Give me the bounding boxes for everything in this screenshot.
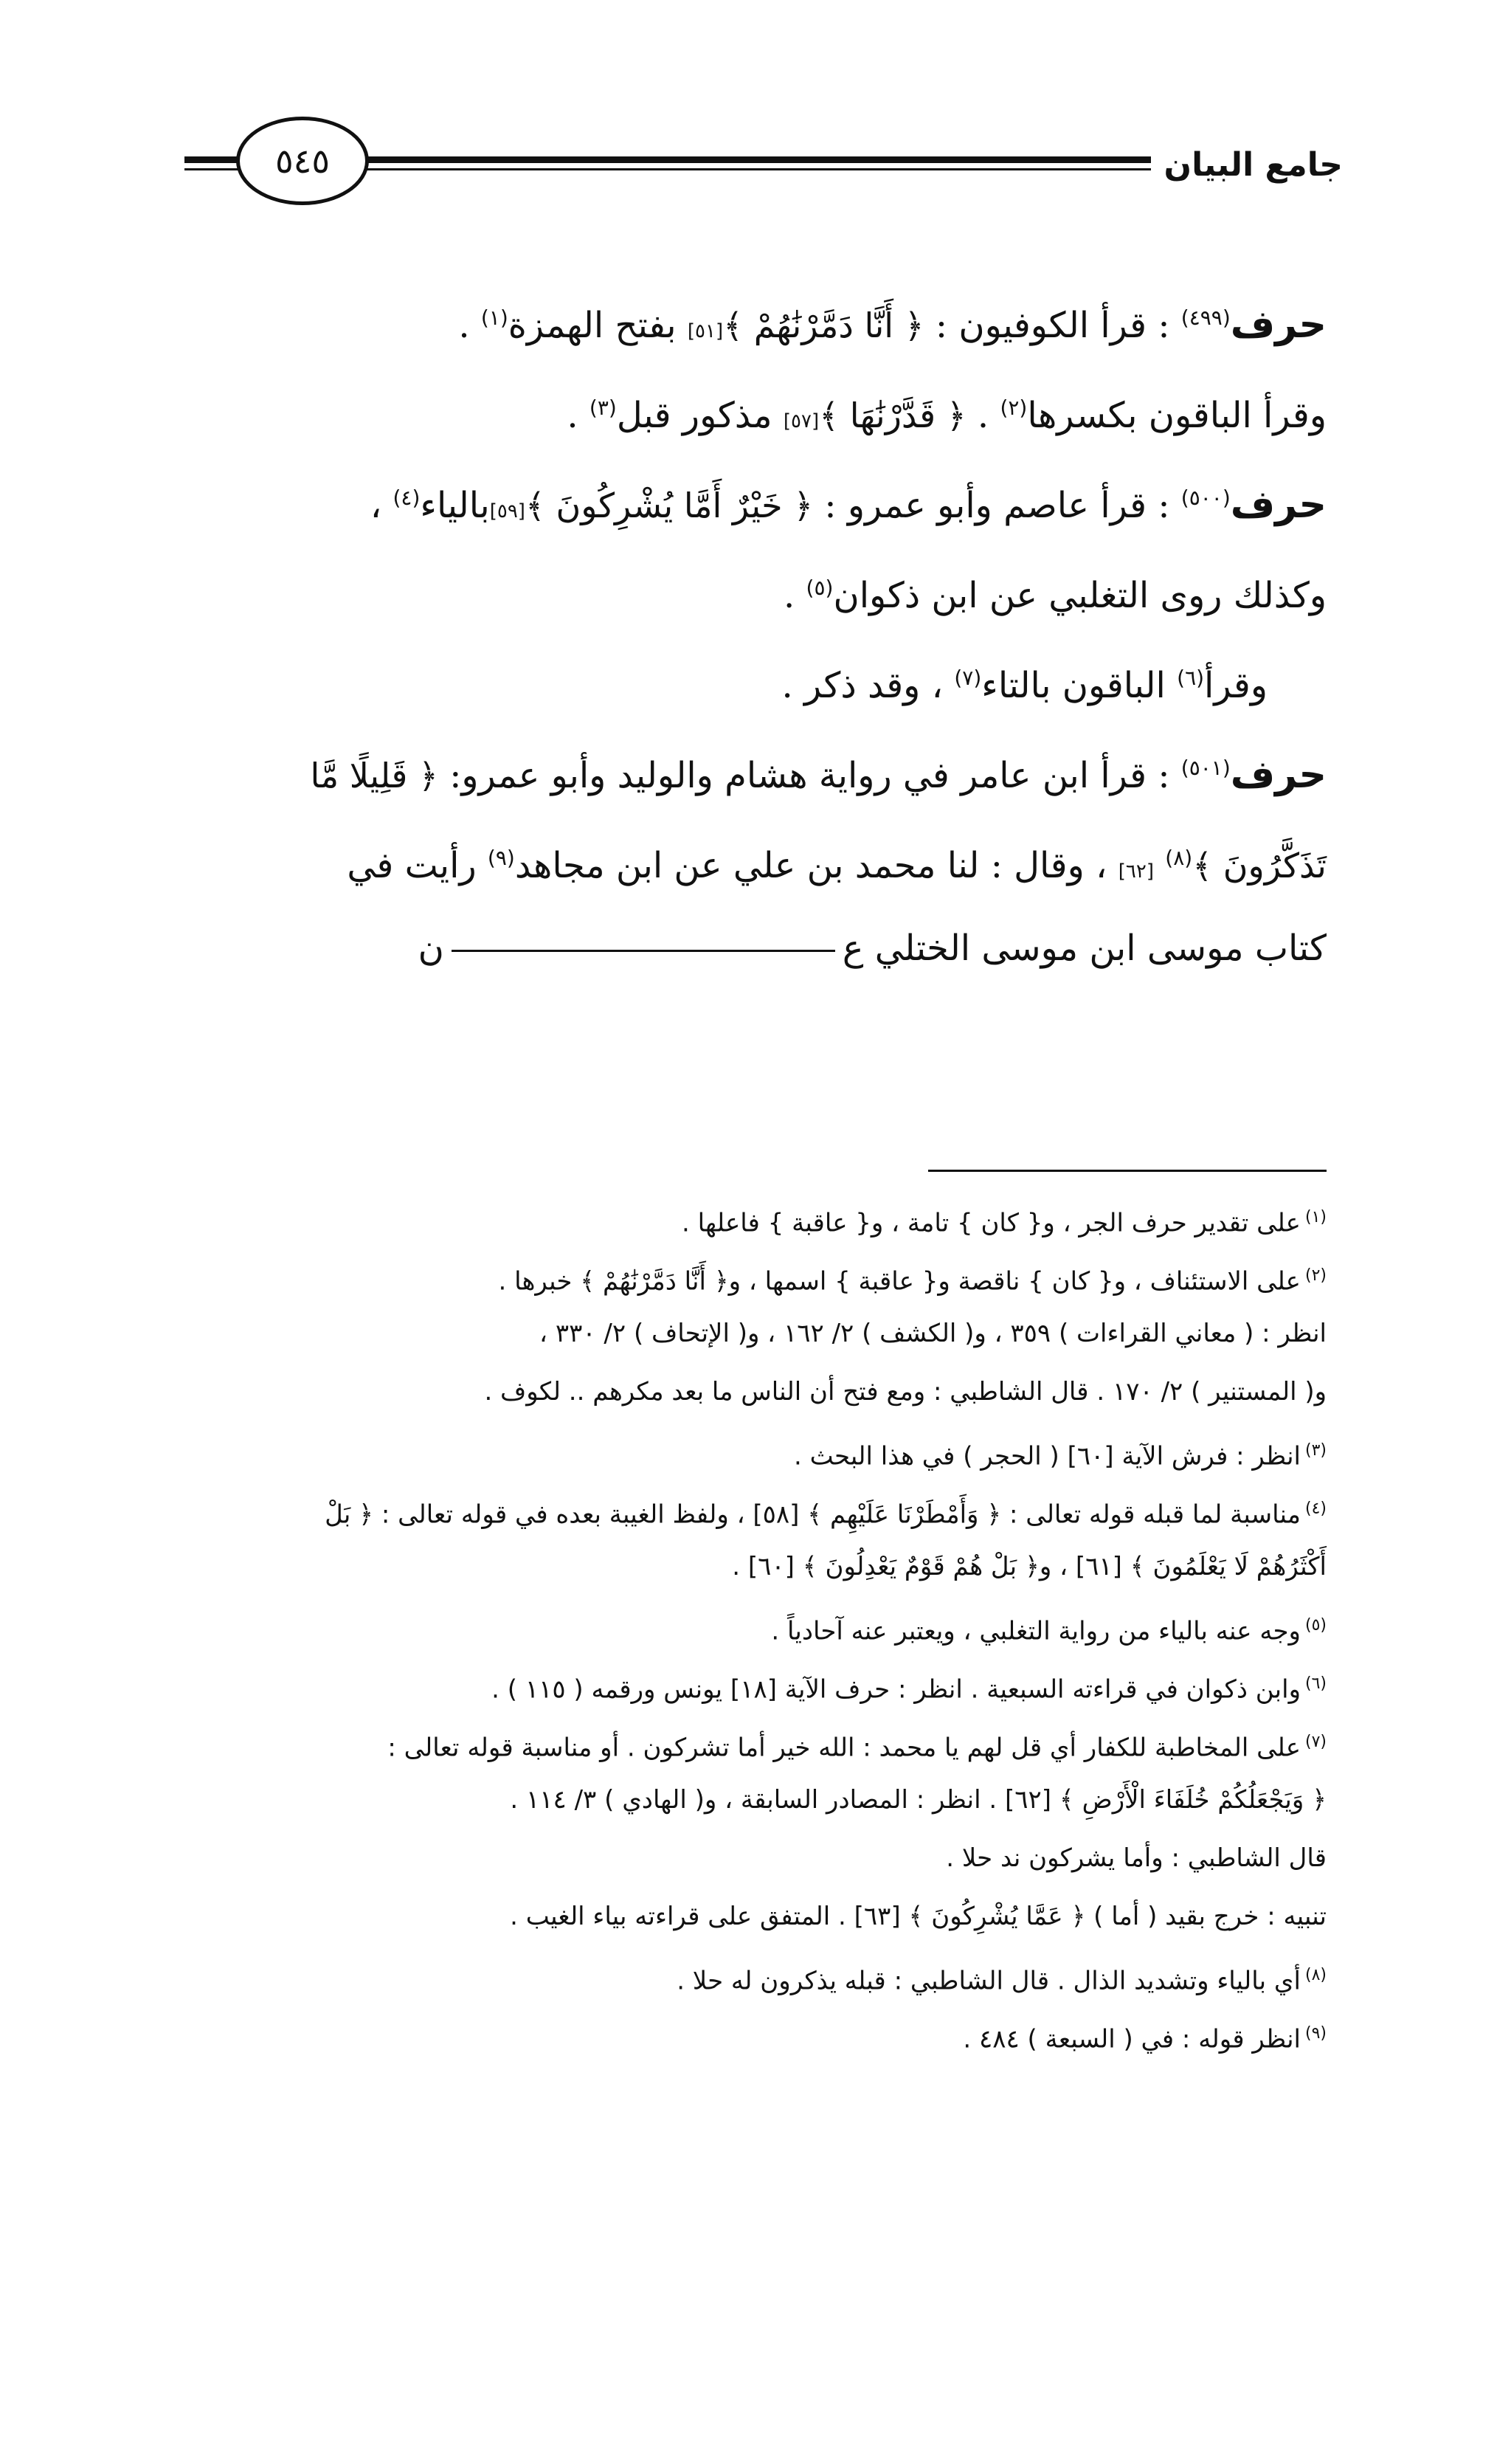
main-text: [176, 273, 1327, 993]
text-span: ن: [418, 928, 444, 969]
footnote-marker: (٨): [1165, 846, 1193, 870]
header-rule: [362, 168, 1151, 170]
footnote-text: أي بالياء وتشديد الذال . قال الشاطبي : قبله يذكرون له حلا .: [677, 1966, 1301, 1996]
footnote-text: انظر قوله : في ( السبعة ) ٤٨٤ .: [963, 2024, 1301, 2054]
page-header: [184, 111, 1343, 221]
quran-verse: ﴿ قَلِيلًا مَّا: [310, 756, 438, 796]
footnote-text: على تقدير حرف الجر ، و{ كان } تامة ، و{ عاقبة } فاعلها .: [682, 1208, 1301, 1238]
footnote: [176, 1246, 1327, 1305]
text-span: بفتح الهمزة: [508, 305, 688, 346]
text-span: .: [784, 575, 806, 616]
footnote: [176, 1421, 1327, 1480]
verse-ref: [٦٢]: [1118, 860, 1154, 883]
footnote-marker: (٣): [589, 396, 617, 420]
text-span: كتاب موسى ابن موسى الختلي ع: [842, 928, 1327, 969]
quran-verse: ﴿ أَنَّا دَمَّرْنَٰهُمْ ﴾: [723, 306, 924, 345]
footnote: [176, 1654, 1327, 1713]
text-span: بالياء: [420, 485, 490, 526]
footnote-number: (٣): [1304, 1441, 1327, 1460]
text-span: .: [966, 395, 1000, 436]
text-line: [176, 453, 1327, 543]
footnote-text: وابن ذكوان في قراءته السبعية . انظر : حرف الآية [١٨] يونس ورقمه ( ١١٥ ) .: [491, 1674, 1301, 1705]
text-line: [176, 543, 1327, 633]
header-rule: [184, 168, 243, 170]
footnote-number: (٥): [1304, 1616, 1327, 1635]
text-span: : قرأ الكوفيون :: [924, 305, 1181, 346]
footnote-text: وجه عنه بالياء من رواية التغلبي ، ويعتبر عنه آحادياً .: [771, 1616, 1301, 1646]
footnote-number: (١): [1304, 1208, 1327, 1226]
text-span: ،: [370, 485, 393, 526]
footnote-number: (٢): [1304, 1266, 1327, 1285]
footnote-text: على المخاطبة للكفار أي قل لهم يا محمد : الله خير أما تشركون . أو مناسبة قوله تعالى :: [387, 1733, 1301, 1763]
footnote: [176, 1596, 1327, 1654]
harf-label: حرف: [1230, 303, 1327, 347]
text-line: [176, 723, 1327, 813]
footnote-number: (٦): [1304, 1674, 1327, 1693]
footnote-text: على الاستئناف ، و{ كان } ناقصة و{ عاقبة } اسمها ، و﴿ أَنَّا دَمَّرْنَٰهُمْ ﴾ خبرها .: [498, 1266, 1301, 1297]
continuation-rule: [452, 950, 835, 952]
footnote: [176, 1713, 1327, 1771]
text-span: .: [567, 395, 589, 436]
text-span: : قرأ ابن عامر في رواية هشام والوليد وأبو عمرو:: [438, 755, 1181, 796]
footnote-continuation: تنبيه : خرج بقيد ( أما ) ﴿ عَمَّا يُشْرِكُونَ ﴾ [٦٣] . المتفق على قراءته بياء الغيب .: [510, 1902, 1327, 1931]
quran-verse: تَذَكَّرُونَ ﴾: [1192, 846, 1327, 886]
verse-ref: [٥١]: [687, 320, 724, 342]
footnote: [176, 1480, 1327, 1538]
book-title: جامع البيان: [1163, 146, 1343, 184]
footnote-continuation: ﴿ وَيَجْعَلُكُمْ خُلَفَاءَ الْأَرْضِ ﴾ [٦٢] . انظر : المصادر السابقة ، و( الهادي ) ٣/ ١١٤ .: [510, 1785, 1327, 1815]
footnote: [176, 1188, 1327, 1246]
harf-label: حرف: [1230, 483, 1327, 527]
harf-number: (٥٠٠): [1180, 486, 1231, 510]
harf-number: (٥٠١): [1180, 756, 1231, 780]
footnote-text: مناسبة لما قبله قوله تعالى : ﴿ وَأَمْطَرْنَا عَلَيْهِم ﴾ [٥٨] ، ولفظ الغيبة بعده في قوله تعالى : ﴿ بَلْ: [325, 1500, 1301, 1530]
footnote-number: (٤): [1304, 1500, 1327, 1518]
footnote: [176, 2004, 1327, 2063]
quran-verse: ﴿ قَدَّرْنَٰهَا ﴾: [819, 396, 967, 435]
footnote-number: (٨): [1304, 1966, 1327, 1984]
footnote-marker: (١): [480, 306, 508, 330]
quran-verse: ﴿ خَيْرٌ أَمَّا يُشْرِكُونَ ﴾: [525, 486, 814, 525]
text-line: [176, 903, 1327, 993]
text-span: وكذلك روى التغلبي عن ابن ذكوان: [833, 575, 1327, 616]
footnote-separator: [928, 1170, 1327, 1172]
harf-number: (٤٩٩): [1180, 306, 1231, 330]
footnote-text: انظر : فرش الآية [٦٠] ( الحجر ) في هذا البحث .: [793, 1441, 1301, 1471]
footnote-marker: (٥): [806, 576, 834, 600]
harf-label: حرف: [1230, 753, 1327, 797]
footnote-marker: (٢): [1000, 396, 1028, 420]
footnote: [176, 1946, 1327, 2004]
text-span: وقرأ: [1204, 665, 1268, 706]
verse-ref: [٥٧]: [783, 410, 820, 432]
header-rule: [184, 156, 243, 163]
header-rule: [362, 156, 1151, 163]
footnote-number: (٩): [1304, 2024, 1327, 2043]
footnote-continuation: قال الشاطبي : وأما يشركون ند حلا .: [946, 1843, 1327, 1873]
text-span: ، وقد ذكر .: [781, 665, 955, 706]
footnotes: [176, 1188, 1327, 2063]
text-span: الباقون بالتاء: [981, 665, 1178, 706]
verse-ref: [٥٩]: [489, 500, 525, 522]
footnote-marker: (٩): [487, 846, 515, 870]
footnote-marker: (٦): [1177, 666, 1205, 690]
footnote-continuation: و( المستنير ) ٢/ ١٧٠ . قال الشاطبي : ومع فتح أن الناس ما بعد مكرهم .. لكوف .: [484, 1377, 1327, 1407]
text-line: [176, 813, 1327, 903]
footnote-marker: (٧): [954, 666, 982, 690]
text-span: .: [458, 305, 481, 346]
footnote-number: (٧): [1304, 1733, 1327, 1751]
page-number: ٥٤٥: [236, 117, 369, 205]
text-span: مذكور قبل: [616, 395, 784, 436]
text-line: [176, 273, 1327, 363]
text-span: وقرأ الباقون بكسرها: [1027, 395, 1327, 436]
footnote-continuation: انظر : ( معاني القراءات ) ٣٥٩ ، و( الكشف ) ٢/ ١٦٢ ، و( الإتحاف ) ٢/ ٣٣٠ ،: [539, 1319, 1327, 1348]
footnote-marker: (٤): [393, 486, 421, 510]
text-span: رأيت في: [347, 845, 488, 886]
text-line: [176, 633, 1327, 723]
text-span: : قرأ عاصم وأبو عمرو :: [813, 485, 1181, 526]
text-line: [176, 363, 1327, 453]
footnote-continuation: أَكْثَرُهُمْ لَا يَعْلَمُونَ ﴾ [٦١] ، و﴿ بَلْ هُمْ قَوْمٌ يَعْدِلُونَ ﴾ [٦٠] .: [732, 1552, 1327, 1581]
text-span: ، وقال : لنا محمد بن علي عن ابن مجاهد: [514, 845, 1118, 886]
